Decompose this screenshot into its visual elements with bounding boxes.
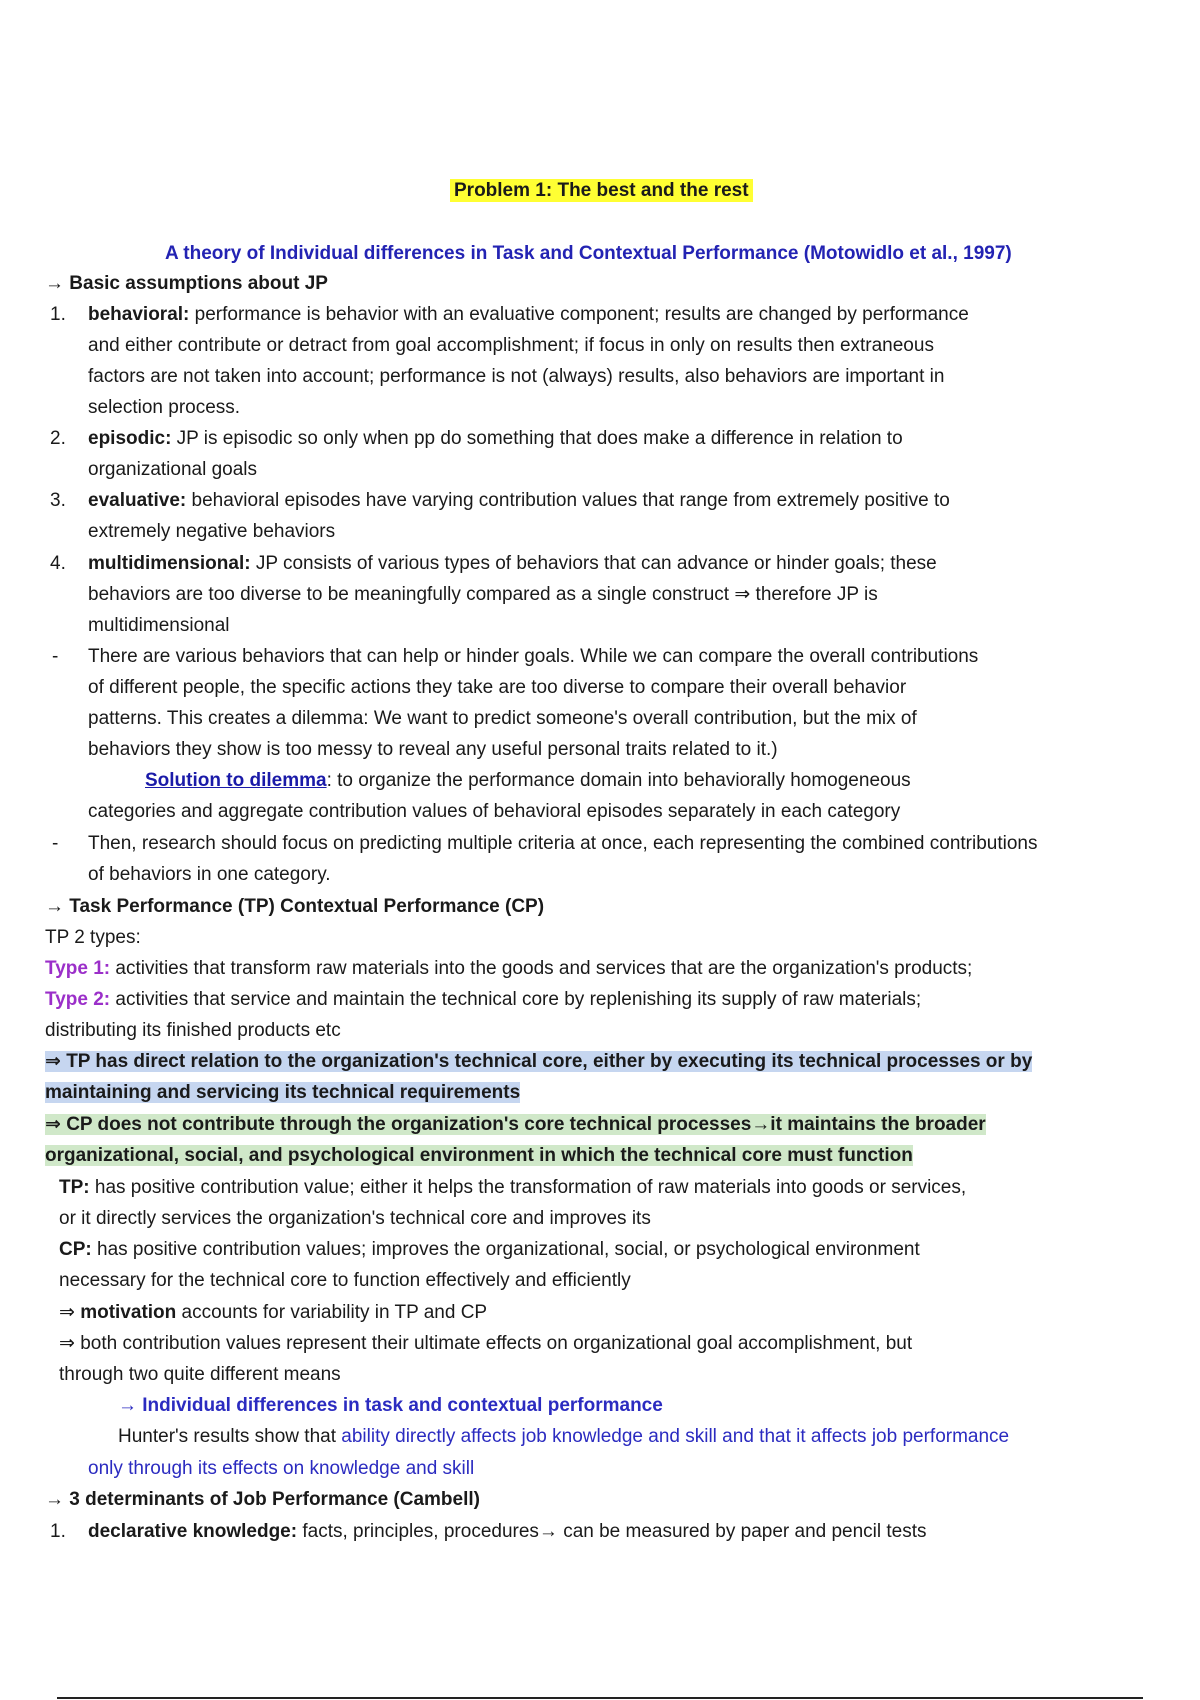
list-item-behavioral: behavioral: performance is behavior with an evaluative component; results are changed by performance — [88, 304, 969, 325]
dash-marker: - — [52, 646, 59, 667]
motivation-line: ⇒ motivation accounts for variability in TP and CP — [59, 1302, 488, 1323]
tp-highlight-line: ⇒ TP has direct relation to the organization's technical core, either by executing its technical processes or by — [45, 1051, 1033, 1072]
cp-highlight-line: ⇒ CP does not contribute through the organization's core technical processes→it maintains the broader — [45, 1114, 986, 1135]
section-heading-determinants: → 3 determinants of Job Performance (Cambell) — [45, 1489, 480, 1510]
cp-highlight-line: organizational, social, and psychological environment in which the technical core must function — [45, 1145, 913, 1166]
dash-item-line: behaviors they show is too messy to reveal any useful personal traits related to it.) — [88, 739, 778, 760]
list-number: 1. — [50, 1521, 66, 1542]
list-number: 1. — [50, 304, 66, 325]
page-title: Problem 1: The best and the rest — [450, 178, 753, 204]
list-item-line: behaviors are too diverse to be meaningfully compared as a single construct ⇒ therefore JP is — [88, 584, 878, 605]
hunter-line-2: only through its effects on knowledge and skill — [88, 1458, 475, 1479]
both-contribution-line: ⇒ both contribution values represent their ultimate effects on organizational goal accomplishment, but — [59, 1333, 913, 1354]
list-number: 3. — [50, 490, 66, 511]
list-number: 2. — [50, 428, 66, 449]
list-item-multidimensional: multidimensional: JP consists of various types of behaviors that can advance or hinder goals; these — [88, 553, 937, 574]
type-2-continuation: distributing its finished products etc — [45, 1020, 341, 1041]
type-1-line: Type 1: activities that transform raw materials into the goods and services that are the organization's products; — [45, 958, 973, 979]
list-number: 4. — [50, 553, 66, 574]
solution-line-2: categories and aggregate contribution values of behavioral episodes separately in each category — [88, 801, 901, 822]
solution-to-dilemma-link[interactable]: Solution to dilemma — [145, 770, 327, 791]
list-item-evaluative: evaluative: behavioral episodes have varying contribution values that range from extremely positive to — [88, 490, 950, 511]
dash-item-line: Then, research should focus on predicting multiple criteria at once, each representing the combined contributions — [88, 833, 1038, 854]
hunter-line: Hunter's results show that ability directly affects job knowledge and skill and that it affects job performance — [118, 1426, 1010, 1447]
list-item-line: selection process. — [88, 397, 241, 418]
subtitle: A theory of Individual differences in Task and Contextual Performance (Motowidlo et al., 1997) — [165, 243, 1012, 264]
individual-differences-heading: → Individual differences in task and contextual performance — [118, 1395, 663, 1416]
dash-item-line: patterns. This creates a dilemma: We want to predict someone's overall contribution, but the mix of — [88, 708, 917, 729]
dash-item-line: of behaviors in one category. — [88, 864, 331, 885]
list-item-episodic: episodic: JP is episodic so only when pp do something that does make a difference in relation to — [88, 428, 903, 449]
list-item-declarative-knowledge: declarative knowledge: facts, principles, procedures→ can be measured by paper and pencil tests — [88, 1521, 927, 1542]
tp-types-line: TP 2 types: — [45, 927, 141, 948]
cp-definition-line: CP: has positive contribution values; improves the organizational, social, or psychological environment — [59, 1239, 920, 1260]
section-heading-tp-cp: → Task Performance (TP) Contextual Performance (CP) — [45, 896, 545, 917]
tp-definition-line: TP: has positive contribution value; either it helps the transformation of raw materials into goods or services, — [59, 1177, 967, 1198]
both-contribution-line-2: through two quite different means — [59, 1364, 341, 1385]
tp-definition-line-2: or it directly services the organization's technical core and improves its — [59, 1208, 651, 1229]
section-heading-basic-assumptions: → Basic assumptions about JP — [45, 273, 328, 294]
dash-item-line: of different people, the specific actions they take are too diverse to compare their overall behavior — [88, 677, 907, 698]
dash-item-line: There are various behaviors that can help or hinder goals. While we can compare the overall contributions — [88, 646, 979, 667]
list-item-line: and either contribute or detract from goal accomplishment; if focus in only on results then extraneous — [88, 335, 934, 356]
list-item-line: organizational goals — [88, 459, 258, 480]
list-item-line: factors are not taken into account; performance is not (always) results, also behaviors are important in — [88, 366, 945, 387]
bottom-divider — [57, 1697, 1143, 1699]
list-item-line: multidimensional — [88, 615, 230, 636]
dash-marker: - — [52, 833, 59, 854]
cp-definition-line-2: necessary for the technical core to function effectively and efficiently — [59, 1270, 631, 1291]
solution-line: Solution to dilemma: to organize the performance domain into behaviorally homogeneous — [145, 770, 911, 791]
tp-highlight-line: maintaining and servicing its technical requirements — [45, 1082, 521, 1103]
list-item-line: extremely negative behaviors — [88, 521, 336, 542]
type-2-line: Type 2: activities that service and maintain the technical core by replenishing its supply of raw materials; — [45, 989, 922, 1010]
